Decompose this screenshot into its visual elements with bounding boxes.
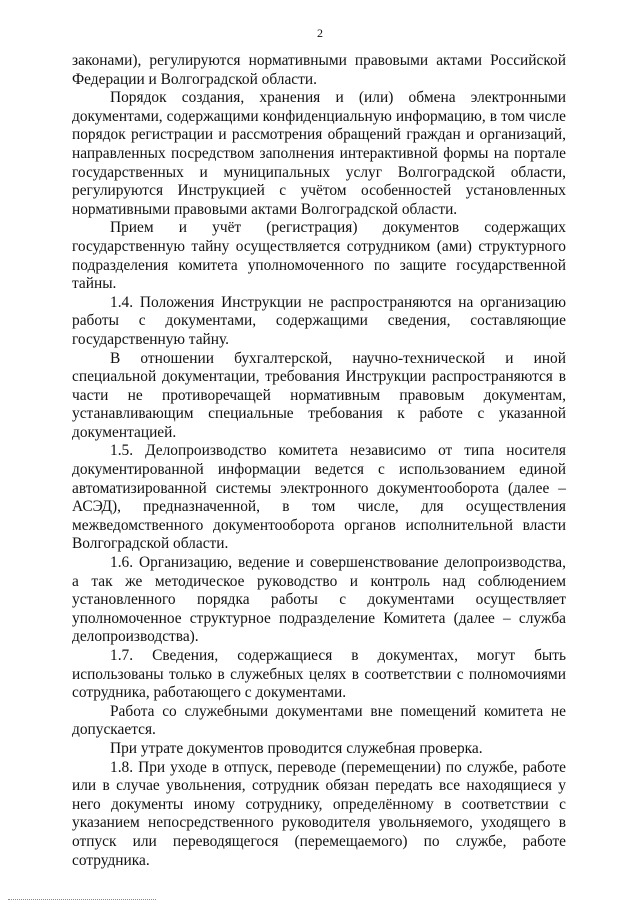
footer-divider: [8, 899, 156, 900]
paragraph-state-secret-registration: Прием и учёт (регистрация) документов содержащих государственную тайну осуществляется сотрудником (ами) структурного подразделения комитета уполномоченного по защите государственной тайны.: [72, 219, 566, 293]
paragraph-1-8: 1.8. При уходе в отпуск, переводе (перемещении) по службе, работе или в случае увольнения, сотрудник обязан передать все находящиеся у него документы иному сотруднику, определённому в соответствии с указанием непосредственного руководителя увольняемого, уходящего в отпуск или переводящегося (перемещаемого) по службе, работе сотрудника.: [72, 758, 566, 869]
paragraph-1-4: 1.4. Положения Инструкции не распространяются на организацию работы с документами, содержащими сведения, составляющие государственную тайну.: [72, 293, 566, 348]
paragraph-work-outside: Работа со служебными документами вне помещений комитета не допускается.: [72, 702, 566, 739]
paragraph-continuation: законами), регулируются нормативными правовыми актами Российской Федерации и Волгоградской области.: [72, 52, 566, 88]
page-number: 2: [317, 26, 323, 40]
paragraph-1-7: 1.7. Сведения, содержащиеся в документах, могут быть использованы только в служебных целях в соответствии с полномочиями сотрудника, работающего с документами.: [72, 647, 566, 702]
paragraph-1-5: 1.5. Делопроизводство комитета независимо от типа носителя документированной информации ведется с использованием единой автоматизированной системы электронного документооборота (далее – АСЭД), предназначенной, в том числе, для осуществления межведомственного документооборота органов исполнительной власти Волгоградской области.: [72, 442, 566, 553]
paragraph-document-loss: При утрате документов проводится служебная проверка.: [110, 739, 483, 757]
document-body: [72, 52, 566, 870]
paragraph-1-6: 1.6. Организацию, ведение и совершенствование делопроизводства, а так же методическое руководство и контроль над соблюдением установленного порядка работы с документами осуществляет уполномоченное структурное подразделение Комитета (далее – служба делопроизводства).: [72, 554, 566, 646]
paragraph-special-documentation: В отношении бухгалтерской, научно-технической и иной специальной документации, требования Инструкции распространяются в части не противоречащей нормативным правовым документам, устанавливающим специальные требования к работе с указанной документацией.: [72, 349, 566, 441]
paragraph-electronic-documents: Порядок создания, хранения и (или) обмена электронными документами, содержащими конфиденциальную информацию, в том числе порядок регистрации и рассмотрения обращений граждан и организаций, направленных посредством заполнения интерактивной формы на портале государственных и муниципальных услуг Волгоградской области, регулируются Инструкцией с учётом особенностей установленных нормативными правовыми актами Волгоградской области.: [72, 89, 566, 218]
